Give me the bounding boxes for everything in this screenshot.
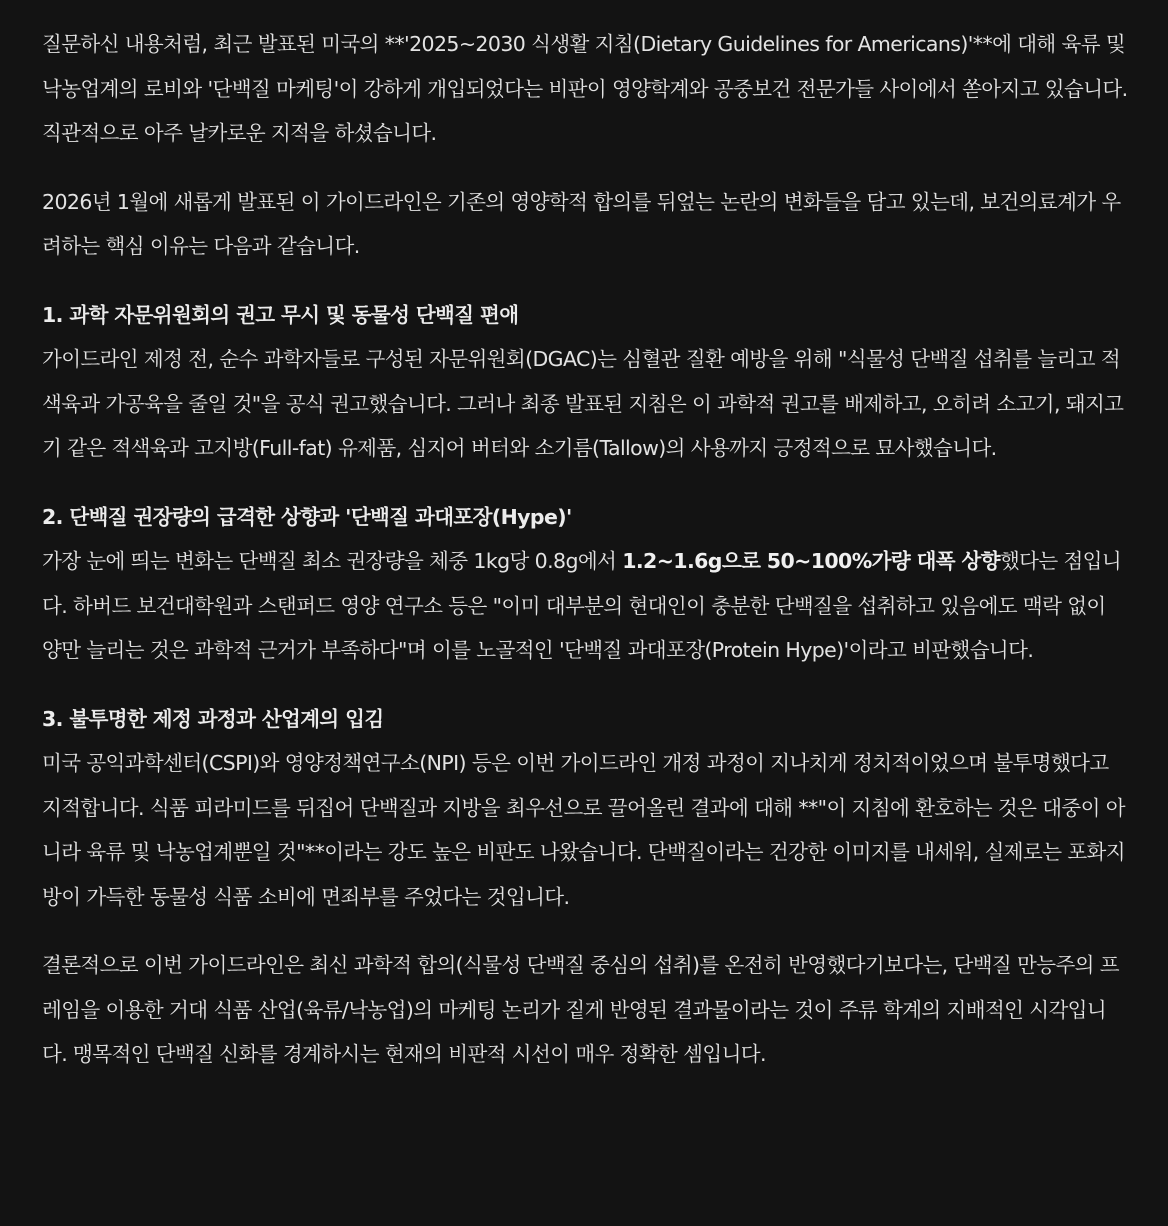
intro-paragraph: 질문하신 내용처럼, 최근 발표된 미국의 **'2025~2030 식생활 지침(Dietary Guidelines for Americans)'**에 대해 육류 및 낙농업계의 로비와 '단백질 마케팅'이 강하게 개입되었다는 비판이 영양학계와 공중보건 전문가들 사이에서 쏟아지고 있습니다. 직관적으로 아주 날카로운 지적을 하셨습니다. xyxy=(42,32,1128,145)
emphasis-text: 1.2~1.6g으로 50~100%가량 대폭 상향 xyxy=(622,549,1000,573)
section-body xyxy=(42,539,1128,673)
section-body-text: 가장 눈에 띄는 변화는 단백질 최소 권장량을 체중 1kg당 0.8g에서 xyxy=(42,549,623,573)
conclusion-paragraph: 결론적으로 이번 가이드라인은 최신 과학적 합의(식물성 단백질 중심의 섭취)를 온전히 반영했다기보다는, 단백질 만능주의 프레임을 이용한 거대 식품 산업(육류/낙농업)의 마케팅 논리가 짙게 반영된 결과물이라는 것이 주류 학계의 지배적인 시각입니다. 맹목적인 단백질 신화를 경계하시는 현재의 비판적 시선이 매우 정확한 셈입니다. xyxy=(42,953,1119,1066)
section-heading: 3. 불투명한 제정 과정과 산업계의 입김 xyxy=(42,706,384,731)
section-1 xyxy=(42,293,1128,471)
section-heading: 1. 과학 자문위원회의 권고 무시 및 동물성 단백질 편애 xyxy=(42,302,519,327)
section-body-text: 했다는 점입니다. 하버드 보건대학원과 스탠퍼드 영양 연구소 등은 "이미 대부분의 현대인이 충분한 단백질을 섭취하고 있음에도 맥락 없이 양만 늘리는 것은 과학적 근거가 부족하다"며 이를 노골적인 '단백질 과대포장(Protein Hype)'이라고 비판했습니다. xyxy=(42,549,1122,662)
section-3 xyxy=(42,697,1128,920)
intro-paragraph: 2026년 1월에 새롭게 발표된 이 가이드라인은 기존의 영양학적 합의를 뒤엎는 논란의 변화들을 담고 있는데, 보건의료계가 우려하는 핵심 이유는 다음과 같습니다. xyxy=(42,189,1121,258)
section-2 xyxy=(42,495,1128,673)
section-heading: 2. 단백질 권장량의 급격한 상향과 '단백질 과대포장(Hype)' xyxy=(42,504,572,529)
section-body: 미국 공익과학센터(CSPI)와 영양정책연구소(NPI) 등은 이번 가이드라인 개정 과정이 지나치게 정치적이었으며 불투명했다고 지적합니다. 식품 피라미드를 뒤집어 단백질과 지방을 최우선으로 끌어올린 결과에 대해 **"이 지침에 환호하는 것은 대중이 아니라 육류 및 낙농업계뿐일 것"**이라는 강도 높은 비판도 나왔습니다. 단백질이라는 건강한 이미지를 내세워, 실제로는 포화지방이 가득한 동물성 식품 소비에 면죄부를 주었다는 것입니다. xyxy=(42,751,1125,909)
chat-response xyxy=(42,22,1128,1077)
section-body: 가이드라인 제정 전, 순수 과학자들로 구성된 자문위원회(DGAC)는 심혈관 질환 예방을 위해 "식물성 단백질 섭취를 늘리고 적색육과 가공육을 줄일 것"을 공식 권고했습니다. 그러나 최종 발표된 지침은 이 과학적 권고를 배제하고, 오히려 소고기, 돼지고기 같은 적색육과 고지방(Full-fat) 유제품, 심지어 버터와 소기름(Tallow)의 사용까지 긍정적으로 묘사했습니다. xyxy=(42,347,1124,460)
